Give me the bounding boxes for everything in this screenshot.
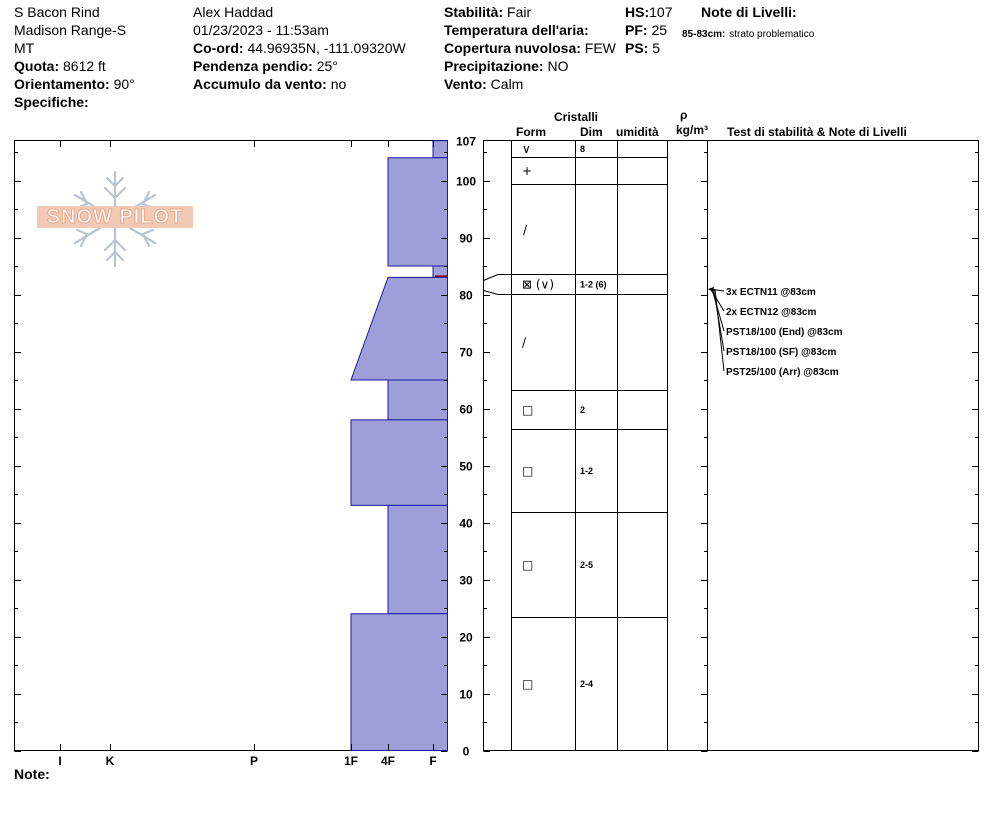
precip-label: Precipitazione: (444, 58, 544, 74)
depth-label: 107 (455, 134, 477, 149)
stability-tests (708, 287, 843, 378)
crystals-header: Cristalli (554, 110, 599, 124)
slope-label: Pendenza pendio: (193, 58, 313, 74)
tests-header: Test di stabilità & Note di Livelli (727, 125, 907, 139)
note-label: Note: (14, 766, 50, 782)
layer-form: ⊠ (∨) (522, 277, 555, 292)
cloud-label: Copertura nuvolosa: (444, 40, 581, 56)
depth-label: 50 (459, 459, 473, 474)
hardness-layer-6 (388, 505, 448, 613)
wind-value: Calm (490, 76, 524, 92)
depth-label: 20 (459, 630, 473, 645)
depth-label: 0 (462, 744, 470, 759)
elevation-value: 8612 ft (63, 58, 106, 74)
hardness-layer-3 (351, 277, 448, 380)
hardness-layer-7 (351, 614, 448, 751)
layer-size: 2 (580, 405, 586, 415)
hs-value: 107 (649, 4, 673, 20)
crystal-table-frame (484, 141, 979, 751)
stability-value: Fair (507, 4, 532, 20)
hardness-layer-5 (351, 420, 448, 506)
air-temp-label: Temperatura dell'aria: (444, 22, 589, 38)
test-pointer-line (715, 289, 724, 371)
hardness-label: P (249, 754, 259, 768)
coord-value: 44.96935N, -111.09320W (247, 40, 406, 56)
layer-size: 1-2 (580, 466, 594, 476)
stability-test-label: PST18/100 (End) @83cm (726, 327, 843, 338)
depth-label: 80 (459, 288, 473, 303)
depth-axis-ticks (15, 135, 979, 759)
test-pointer-arrowhead (708, 287, 714, 292)
depth-label: 10 (459, 687, 473, 702)
pf-value: 25 (651, 22, 668, 38)
range-name: Madison Range-S (14, 22, 127, 38)
layer-form: / (522, 335, 527, 350)
depth-label: 60 (459, 402, 473, 417)
state-name: MT (14, 40, 35, 56)
stability-test-label: PST18/100 (SF) @83cm (726, 347, 837, 358)
layer-form: □ (522, 677, 534, 691)
layer-form: □ (522, 558, 534, 572)
hardness-label: 1F (343, 754, 359, 768)
layer-size: 1-2 (6) (580, 279, 607, 290)
snowpilot-logo-text: SNOW PILOT (37, 206, 193, 228)
stability-test-label: 2x ECTN12 @83cm (726, 307, 817, 318)
layer-form: □ (522, 403, 534, 417)
wind-loading-label: Accumulo da vento: (193, 76, 327, 92)
site-name: S Bacon Rind (14, 4, 100, 20)
cloud-value: FEW (584, 40, 616, 56)
wind-label: Vento: (444, 76, 487, 92)
hs-label: HS: (625, 4, 650, 20)
depth-label: 100 (455, 174, 477, 189)
hardness-layer-1 (388, 158, 448, 266)
ps-label: PS: (625, 40, 649, 56)
hardness-profile (351, 141, 448, 751)
depth-connector (484, 291, 512, 295)
density-unit-header: kg/m³ (676, 123, 709, 137)
depth-label: 40 (459, 516, 473, 531)
hardness-label: K (105, 754, 115, 768)
specifics-label: Specifiche: (14, 94, 89, 110)
stability-label: Stabilità: (444, 4, 504, 20)
precip-value: NO (547, 58, 569, 74)
layer-form: / (523, 223, 528, 237)
layer-notes-label: Note di Livelli: (701, 4, 797, 20)
test-pointer-line (712, 289, 724, 331)
layer-size: 8 (580, 144, 586, 154)
wind-loading-value: no (330, 76, 347, 92)
layer-form: ∨ (522, 142, 531, 156)
form-header: Form (516, 125, 546, 139)
pf-label: PF: (625, 22, 648, 38)
slope-value: 25° (316, 58, 338, 74)
depth-label: 70 (459, 345, 473, 360)
observer-name: Alex Haddad (193, 4, 274, 20)
elevation-label: Quota: (14, 58, 60, 74)
layer-note-text: strato problematico (729, 29, 815, 40)
depth-label: 30 (459, 573, 473, 588)
hardness-layer-0 (433, 141, 448, 158)
aspect-label: Orientamento: (14, 76, 110, 92)
layer-size: 2-4 (580, 679, 594, 689)
hardness-layer-4 (388, 380, 448, 420)
coord-label: Co-ord: (193, 40, 244, 56)
hardness-label: I (58, 754, 62, 768)
depth-label: 90 (459, 231, 473, 246)
layer-note-depth: 85-83cm: (682, 29, 726, 40)
layer-form: □ (522, 464, 534, 478)
hardness-label: 4F (380, 754, 396, 768)
aspect-value: 90° (113, 76, 135, 92)
observation-datetime: 01/23/2023 - 11:53am (193, 22, 329, 38)
layer-form: + (522, 164, 533, 178)
moisture-header: umidità (616, 125, 659, 139)
depth-connector (484, 275, 512, 281)
layer-size: 2-5 (580, 560, 594, 570)
hardness-label: F (429, 754, 437, 768)
rho-header: ρ (680, 108, 688, 122)
ps-value: 5 (652, 40, 661, 56)
stability-test-label: PST25/100 (Arr) @83cm (726, 367, 839, 378)
size-header: Dim (580, 125, 603, 139)
stability-test-label: 3x ECTN11 @83cm (726, 287, 816, 298)
